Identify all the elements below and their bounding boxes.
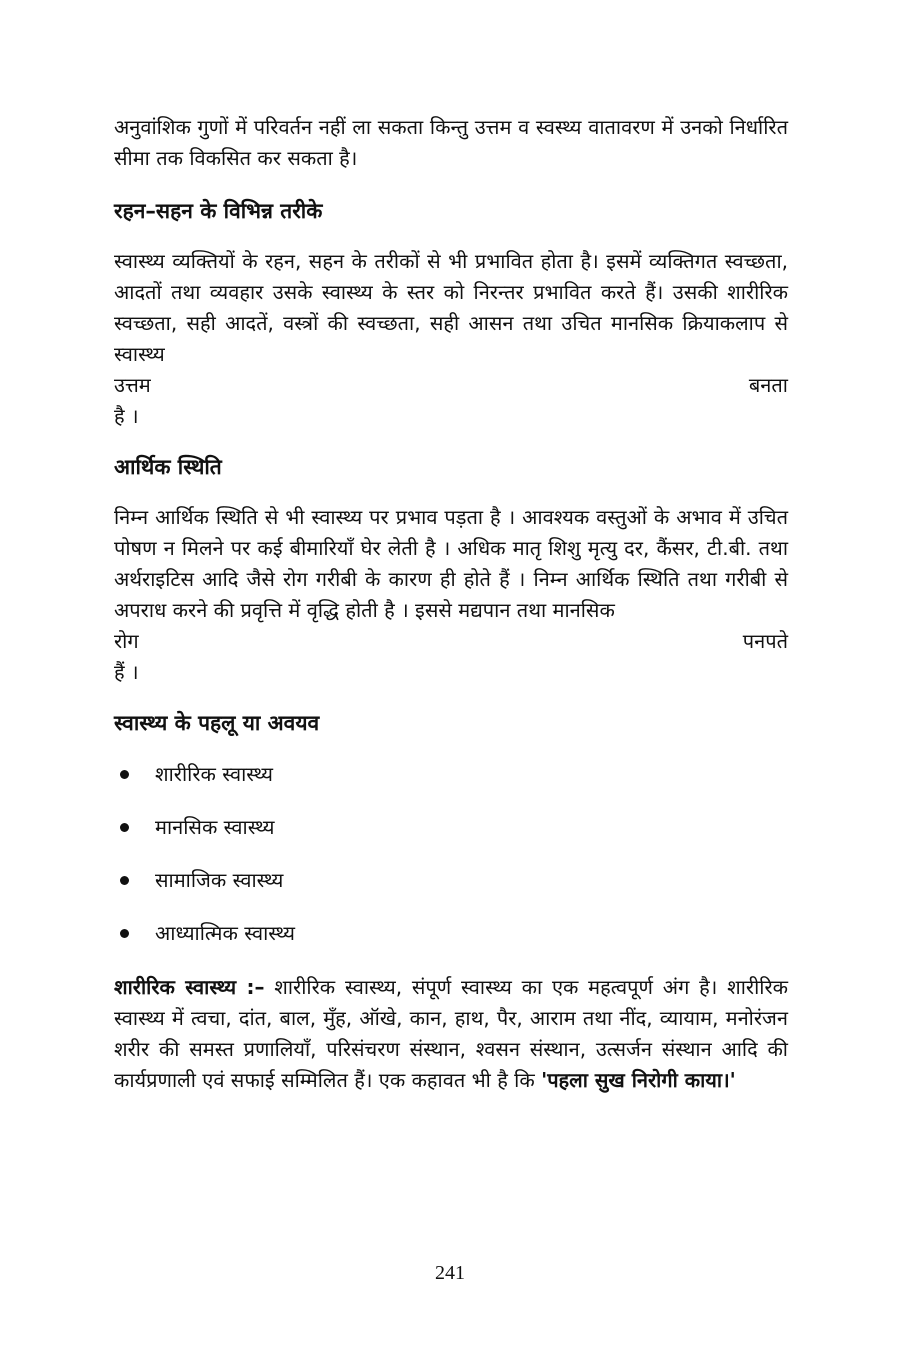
list-item-label: मानसिक स्वास्थ्य bbox=[155, 815, 275, 839]
economic-split-right: पनपते bbox=[742, 629, 788, 653]
economic-end: हैं । bbox=[114, 660, 139, 684]
economic-paragraph bbox=[114, 502, 788, 688]
economic-body: निम्न आर्थिक स्थिति से भी स्वास्थ्य पर प्रभाव पड़ता है । आवश्यक वस्तुओं के अभाव में उचित पोषण न मिलने पर कई बीमारियाँ घेर लेती है । अधिक मातृ शिशु मृत्यु दर, कैंसर, टी.बी. तथा अर्थराइटिस आदि जैसे रोग गरीबी के कारण ही होते हैं । निम्न आर्थिक स्थिति तथा गरीबी से अपराध करने की प्रवृत्ति में वृद्धि होती है । इससे मद्यपान तथा मानसिक bbox=[114, 505, 788, 622]
proverb-quote: 'पहला सुख निरोगी काया।' bbox=[541, 1068, 736, 1092]
lifestyle-end: है । bbox=[114, 404, 139, 428]
bullet-icon bbox=[120, 770, 129, 779]
page-number: 241 bbox=[435, 1262, 465, 1284]
lifestyle-body: स्वास्थ्य व्यक्तियों के रहन, सहन के तरीकों से भी प्रभावित होता है। इसमें व्यक्तिगत स्वच्छता, आदतों तथा व्यवहार उसके स्वास्थ्य के स्तर को निरन्तर प्रभावित करते हैं। उसकी शारीरिक स्वच्छता, सही आदतें, वस्त्रों की स्वच्छता, सही आसन तथा उचित मानसिक क्रियाकलाप से स्वास्थ्य bbox=[114, 249, 788, 366]
list-item-label: आध्यात्मिक स्वास्थ्य bbox=[155, 921, 295, 945]
heading-aspects: स्वास्थ्य के पहलू या अवयव bbox=[114, 711, 320, 735]
list-item bbox=[114, 748, 788, 801]
bullet-icon bbox=[120, 823, 129, 832]
lifestyle-split-line bbox=[114, 370, 788, 401]
lifestyle-split-left: उत्तम bbox=[114, 373, 151, 397]
list-item bbox=[114, 801, 788, 854]
heading-lifestyle: रहन–सहन के विभिन्न तरीके bbox=[114, 199, 323, 223]
list-item bbox=[114, 854, 788, 907]
economic-split-line bbox=[114, 626, 788, 657]
list-item-label: सामाजिक स्वास्थ्य bbox=[155, 868, 284, 892]
physical-health-body: शारीरिक स्वास्थ्य, संपूर्ण स्वास्थ्य का एक महत्वपूर्ण अंग है। शारीरिक स्वास्थ्य में त्वचा, दांत, बाल, मुँह, ऑखे, कान, हाथ, पैर, आराम तथा नींद, व्यायाम, मनोरंजन शरीर की समस्त प्रणालियॉं, परिसंचरण संस्थान, श्वसन संस्थान, उत्सर्जन संस्थान आदि की कार्यप्रणाली एवं सफाई सम्मिलित हैं। एक कहावत भी है कि bbox=[114, 975, 789, 1092]
lifestyle-paragraph bbox=[114, 246, 788, 432]
bullet-icon bbox=[120, 876, 129, 885]
physical-health-paragraph bbox=[114, 972, 788, 1096]
aspects-list bbox=[114, 748, 788, 960]
physical-health-term: शारीरिक स्वास्थ्य :– bbox=[114, 975, 265, 999]
list-item bbox=[114, 907, 788, 960]
intro-paragraph: अनुवांशिक गुणों में परिवर्तन नहीं ला सकता किन्तु उत्तम व स्वस्थ्य वातावरण में उनको निर्धारित सीमा तक विकसित कर सकता है। bbox=[114, 115, 788, 170]
page-content bbox=[114, 112, 788, 1096]
heading-economic: आर्थिक स्थिति bbox=[114, 455, 222, 479]
lifestyle-split-right: बनता bbox=[748, 373, 788, 397]
bullet-icon bbox=[120, 929, 129, 938]
economic-split-left: रोग bbox=[114, 629, 139, 653]
list-item-label: शारीरिक स्वास्थ्य bbox=[155, 762, 273, 786]
